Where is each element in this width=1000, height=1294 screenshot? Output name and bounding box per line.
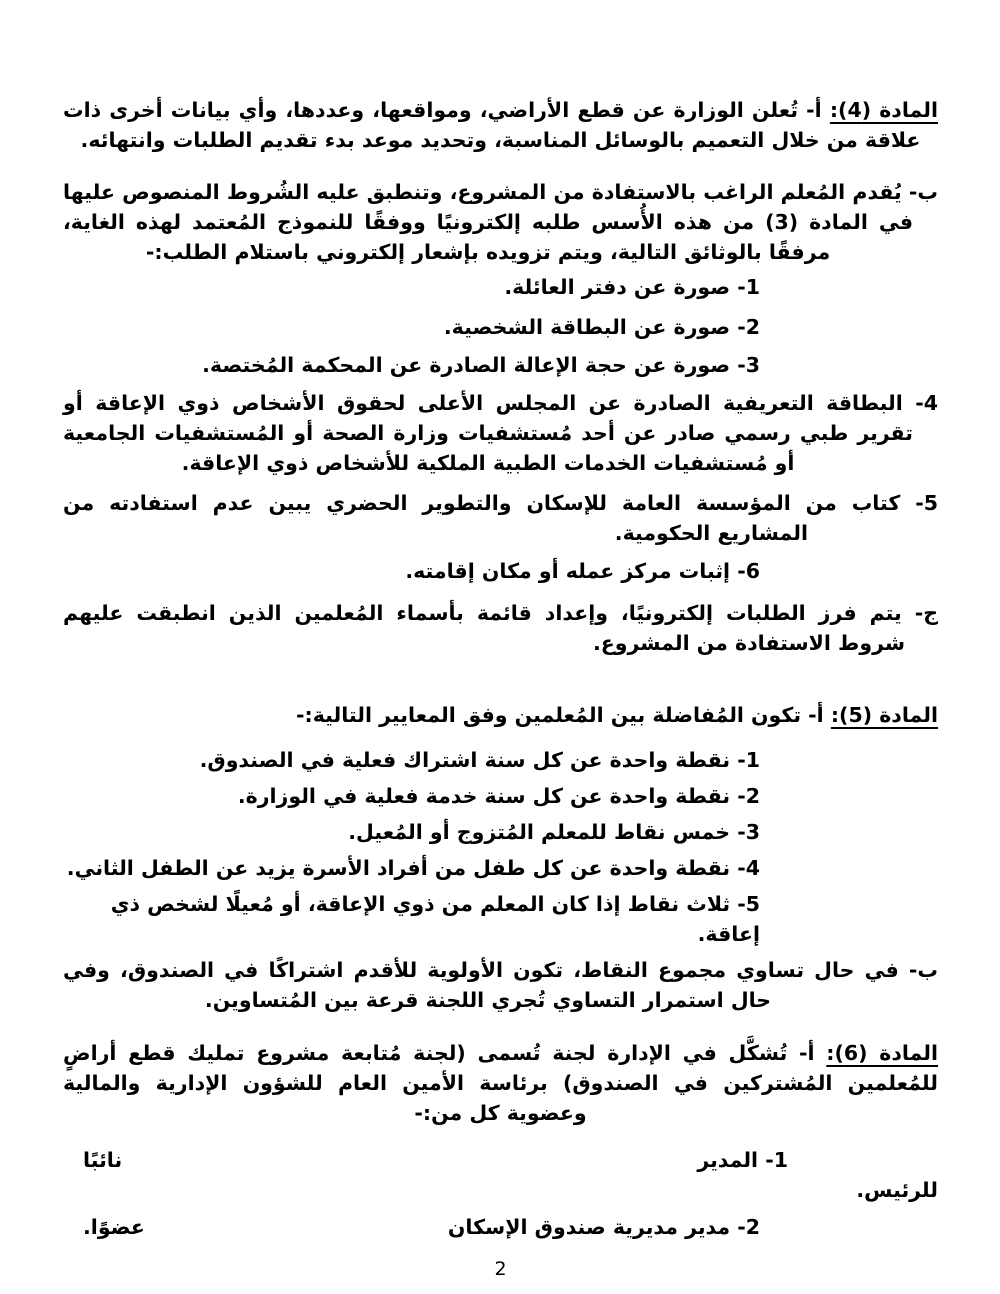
clause-label: ب- [908, 180, 939, 204]
article-6-heading: المادة (6): [826, 1041, 939, 1065]
list-item: 1- صورة عن دفتر العائلة. [504, 275, 760, 299]
clause-text: تُشكَّل في الإدارة لجنة تُسمى (لجنة مُتابعة مشروع تمليك قطع أراضٍ للمُعلمين المُشتركين في الصندوق) برئاسة الأمين العام للشؤون الإدارية والمالية وعضوية كل من:- [63, 1041, 938, 1125]
committee-member-2 [63, 1212, 938, 1242]
member-role: نائبًا [83, 1148, 123, 1172]
clause-label: أ- [806, 98, 822, 122]
article-4-clause-b [63, 177, 938, 267]
clause-label: أ- [808, 703, 824, 727]
clause-text: في حال تساوي مجموع النقاط، تكون الأولوية للأقدم اشتراكًا في الصندوق، وفي حال استمرار التساوي تُجري اللجنة قرعة بين المُتساوين. [63, 958, 899, 1012]
list-item: 2- صورة عن البطاقة الشخصية. [443, 315, 760, 339]
clause-text: يُقدم المُعلم الراغب بالاستفادة من المشروع، وتنطبق عليه الشُروط المنصوص عليها في المادة (3) من هذه الأُسس طلبه إلكترونيًا ووفقًا للنموذج المُعتمد لهذه الغاية، مرفقًا بالوثائق التالية، ويتم تزويده بإشعار إلكتروني باستلام الطلب:- [63, 180, 914, 264]
committee-member-1 [63, 1145, 938, 1175]
clause-label: ج- [914, 601, 938, 625]
article-5-clause-b [63, 955, 938, 1015]
member-title: 1- المدير [697, 1148, 788, 1172]
article-5 [63, 700, 938, 1015]
article-4-clause-a [63, 95, 938, 155]
member-role-wrap: للرئيس. [856, 1178, 938, 1202]
article-6 [63, 1038, 938, 1242]
list-item: 4- نقطة واحدة عن كل طفل من أفراد الأسرة يزيد عن الطفل الثاني. [66, 856, 760, 880]
list-item: 5- ثلاث نقاط إذا كان المعلم من ذوي الإعاقة، أو مُعيلًا لشخص ذي إعاقة. [110, 892, 760, 946]
article-4-clause-j [63, 598, 938, 658]
article-4 [63, 95, 938, 658]
clause-text: تكون المُفاضلة بين المُعلمين وفق المعايير التالية:- [296, 703, 802, 727]
list-item: 5- كتاب من المؤسسة العامة للإسكان والتطوير الحضري يبين عدم استفادته من المشاريع الحكومية. [63, 491, 938, 545]
list-item: 4- البطاقة التعريفية الصادرة عن المجلس الأعلى لحقوق الأشخاص ذوي الإعاقة أو تقرير طبي رسمي صادر عن أحد مُستشفيات وزارة الصحة أو المُستشفيات الجامعية أو مُستشفيات الخدمات الطبية الملكية للأشخاص ذوي الإعاقة. [63, 391, 938, 475]
clause-label: ب- [908, 958, 939, 982]
member-title: 2- مدير مديرية صندوق الإسكان [447, 1215, 760, 1239]
article-4-heading: المادة (4): [829, 98, 938, 122]
list-item: 1- نقطة واحدة عن كل سنة اشتراك فعلية في الصندوق. [199, 748, 760, 772]
clause-text: تُعلن الوزارة عن قطع الأراضي، ومواقعها، وعددها، وأي بيانات أخرى ذات علاقة من خلال التعميم بالوسائل المناسبة، وتحديد موعد بدء تقديم الطلبات وانتهائه. [63, 98, 921, 152]
list-item: 6- إثبات مركز عمله أو مكان إقامته. [405, 559, 760, 583]
article-6-clause-a [63, 1038, 938, 1128]
article-5-heading: المادة (5): [830, 703, 938, 727]
list-item: 3- خمس نقاط للمعلم المُتزوج أو المُعيل. [348, 820, 760, 844]
member-role: عضوًا. [83, 1215, 145, 1239]
clause-label: أ- [799, 1041, 815, 1065]
article-5-clause-a [63, 700, 938, 730]
clause-text: يتم فرز الطلبات إلكترونيًا، وإعداد قائمة بأسماء المُعلمين الذين انطبقت عليهم شروط الاستفادة من المشروع. [63, 601, 905, 655]
list-item: 3- صورة عن حجة الإعالة الصادرة عن المحكمة المُختصة. [202, 353, 760, 377]
page-number: 2 [494, 1258, 507, 1280]
list-item: 2- نقطة واحدة عن كل سنة خدمة فعلية في الوزارة. [237, 784, 760, 808]
